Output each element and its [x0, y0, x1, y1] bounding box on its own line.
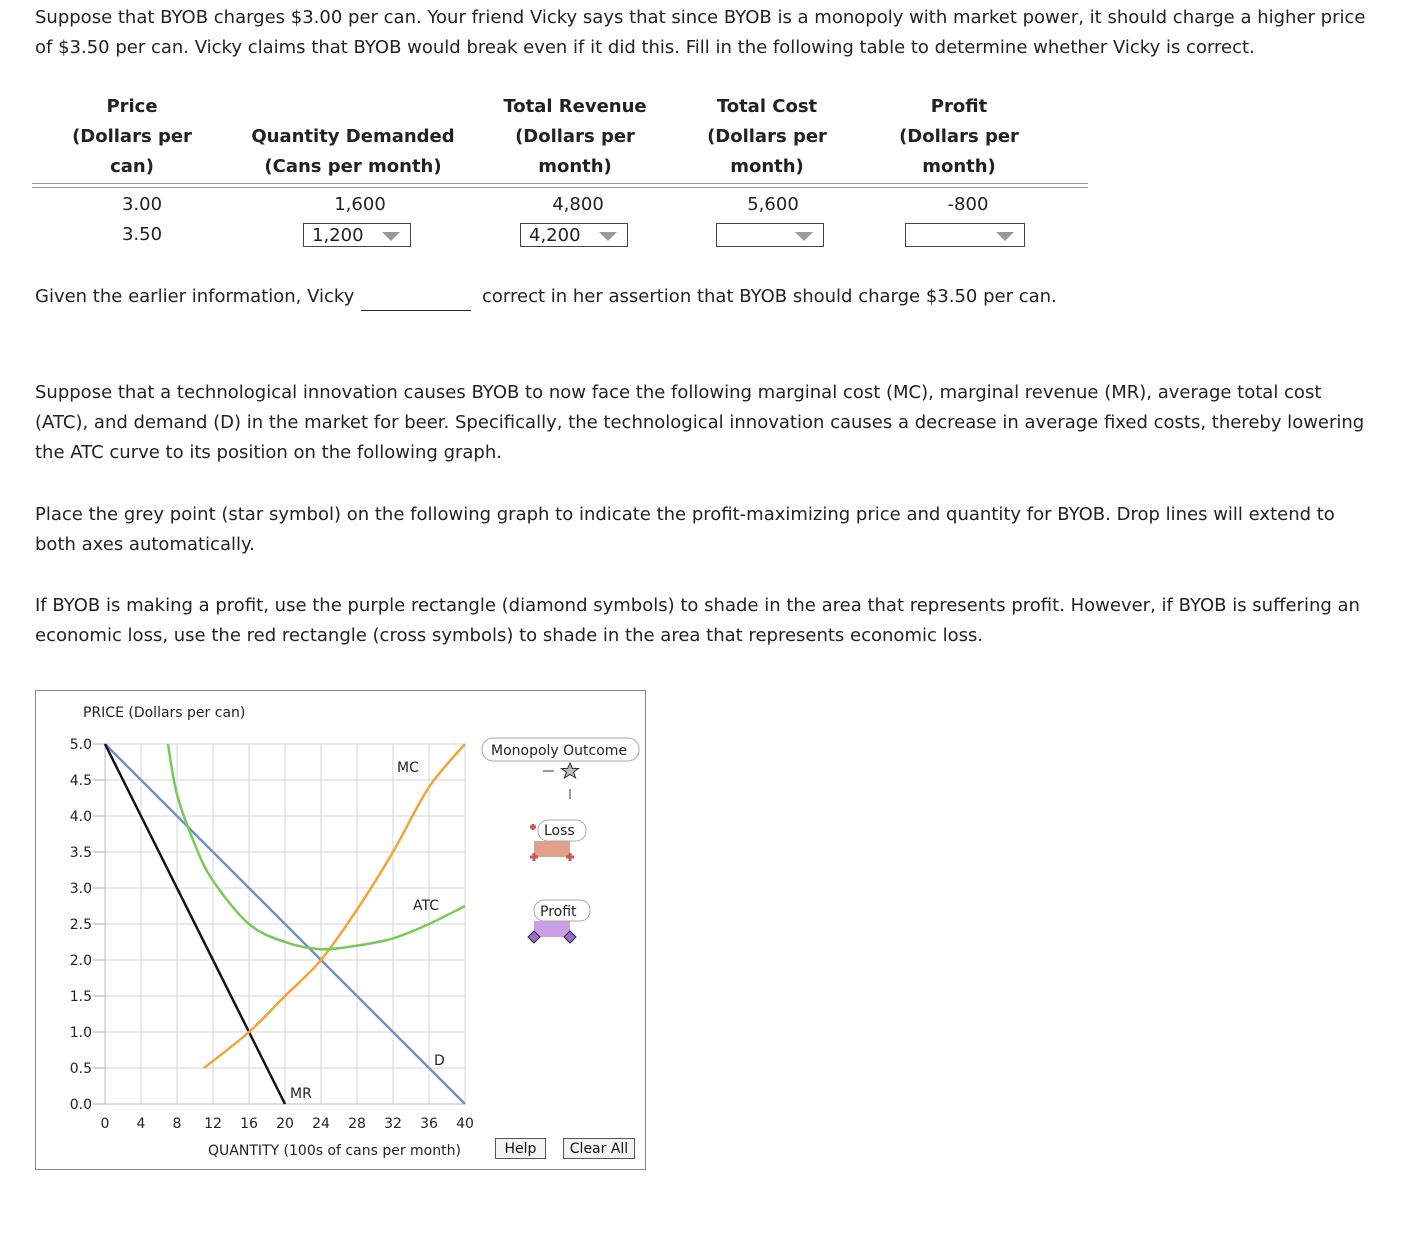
sentence-after: correct in her assertion that BYOB should charge $3.50 per can.: [482, 286, 1057, 307]
header-price-line1: Price: [106, 96, 158, 117]
y-tick-label: 5.0: [69, 737, 92, 753]
header-revenue-line1: Total Revenue: [503, 96, 647, 117]
header-profit: [879, 92, 1039, 182]
loss-label: Loss: [544, 823, 575, 839]
y-tick-label: 1.5: [69, 989, 92, 1005]
clear-all-button[interactable]: Clear All: [563, 1138, 635, 1159]
row2-cost-dropdown[interactable]: [716, 223, 824, 247]
row2-price: 3.50: [121, 224, 163, 245]
y-tick-label: 3.5: [69, 845, 92, 861]
x-tick-label: 16: [240, 1116, 258, 1132]
intro-paragraph: Suppose that BYOB charges $3.00 per can. Your friend Vicky says that since BYOB is a monopoly with market power, it should charge a higher price of $3.50 per can. Vicky claims that BYOB would break even if it did this. Fill in the following table to determine whether Vicky is correct.: [35, 7, 1366, 58]
header-price-line3: can): [110, 156, 154, 177]
x-axis-label: QUANTITY (100s of cans per month): [208, 1143, 461, 1159]
row1-price: 3.00: [121, 194, 163, 215]
table-rule-top: [32, 183, 1088, 184]
header-quantity-line2: (Cans per month): [264, 156, 442, 177]
x-tick-label: 20: [276, 1116, 294, 1132]
row2-revenue-dropdown[interactable]: [520, 223, 628, 247]
atc-curve-label: ATC: [413, 898, 439, 914]
x-tick-label: 12: [204, 1116, 222, 1132]
vicky-answer-dropdown[interactable]: [361, 286, 471, 311]
y-tick-label: 2.5: [69, 917, 92, 933]
x-tick-label: 24: [312, 1116, 330, 1132]
x-tick-label: 32: [384, 1116, 402, 1132]
row2-profit-dropdown[interactable]: [905, 223, 1025, 247]
monopoly-outcome-label: Monopoly Outcome: [491, 743, 628, 759]
row2-revenue-value: 4,200: [529, 225, 581, 246]
chevron-down-icon: [996, 232, 1014, 241]
star-point-icon[interactable]: [562, 763, 579, 778]
profit-label: Profit: [540, 904, 577, 920]
chevron-down-icon: [599, 232, 617, 241]
y-tick-label: 4.5: [69, 773, 92, 789]
header-cost-line1: Total Cost: [716, 96, 818, 117]
y-tick-label: 0.0: [69, 1097, 92, 1113]
instruction-rectangle-paragraph: If BYOB is making a profit, use the purple rectangle (diamond symbols) to shade in the area that represents profit. However, if BYOB is suffering an economic loss, use the red rectangle (cross symbols) to shade in the area that represents economic loss.: [35, 595, 1360, 646]
x-tick-label: 0: [100, 1116, 110, 1132]
innovation-paragraph: Suppose that a technological innovation causes BYOB to now face the following marginal cost (MC), marginal revenue (MR), average total cost (ATC), and demand (D) in the market for beer. Specifically, the technological innovation causes a decrease in average fixed costs, thereby lowering the ATC curve to its position on the following graph.: [35, 382, 1365, 463]
row2-quantity-value: 1,200: [312, 225, 364, 246]
header-profit-line1: Profit: [930, 96, 988, 117]
header-revenue-line2: (Dollars per: [515, 126, 635, 147]
row2-quantity-dropdown[interactable]: [303, 223, 411, 247]
graph-panel: [35, 690, 646, 1170]
help-button[interactable]: Help: [495, 1138, 546, 1159]
profit-rectangle-swatch[interactable]: [534, 921, 570, 937]
header-revenue: [485, 92, 665, 182]
x-tick-label: 36: [420, 1116, 438, 1132]
loss-rectangle-swatch[interactable]: [534, 841, 570, 857]
chevron-down-icon: [382, 232, 400, 241]
y-tick-label: 1.0: [69, 1025, 92, 1041]
mc-curve-label: MC: [397, 760, 419, 776]
x-tick-label: 8: [172, 1116, 182, 1132]
y-tick-label: 0.5: [69, 1061, 92, 1077]
row1-profit: -800: [947, 194, 989, 215]
cross-handle-icon[interactable]: [530, 824, 536, 830]
demand-curve-label: D: [434, 1053, 445, 1069]
header-price-line2: (Dollars per: [72, 126, 192, 147]
header-cost: [687, 92, 847, 182]
chevron-down-icon: [795, 232, 813, 241]
monopoly-graph[interactable]: [36, 691, 644, 1168]
row1-cost: 5,600: [747, 194, 799, 215]
header-profit-line3: month): [922, 156, 996, 177]
sentence-before: Given the earlier information, Vicky: [35, 286, 355, 307]
x-tick-label: 28: [348, 1116, 366, 1132]
header-quantity-line1: Quantity Demanded: [251, 126, 455, 147]
instruction-point-paragraph: Place the grey point (star symbol) on the following graph to indicate the profit-maximizing price and quantity for BYOB. Drop lines will extend to both axes automatically.: [35, 504, 1335, 555]
header-cost-line2: (Dollars per: [707, 126, 827, 147]
row1-quantity: 1,600: [334, 194, 386, 215]
header-cost-line3: month): [730, 156, 804, 177]
mr-curve-label: MR: [290, 1086, 312, 1102]
y-tick-label: 2.0: [69, 953, 92, 969]
y-tick-label: 3.0: [69, 881, 92, 897]
y-axis-label: PRICE (Dollars per can): [83, 705, 246, 721]
header-profit-line2: (Dollars per: [899, 126, 1019, 147]
x-tick-label: 40: [456, 1116, 474, 1132]
header-price: [52, 92, 212, 182]
header-quantity: [240, 122, 466, 182]
x-tick-label: 4: [136, 1116, 146, 1132]
row1-revenue: 4,800: [552, 194, 604, 215]
header-revenue-line3: month): [538, 156, 612, 177]
y-tick-label: 4.0: [69, 809, 92, 825]
table-rule-bottom: [32, 187, 1088, 188]
